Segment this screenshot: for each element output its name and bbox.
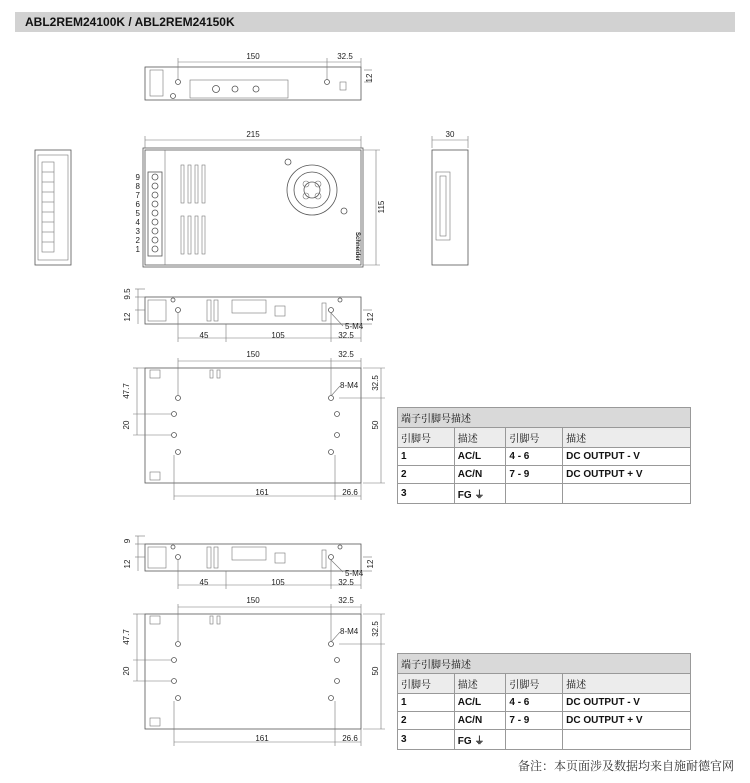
dim-12: 12 [123, 312, 132, 322]
dim-9-5: 9.5 [123, 288, 132, 300]
dim-5-m4: 5-M4 [345, 569, 364, 578]
dim-45: 45 [199, 578, 209, 587]
dim-150: 150 [246, 596, 260, 605]
dim-8-m4: 8-M4 [340, 381, 359, 390]
table-row: 1 AC/L 4 - 6 DC OUTPUT - V [398, 694, 691, 712]
bottom-view-1 [122, 350, 385, 500]
dim-8-m4: 8-M4 [340, 627, 359, 636]
terminal-label: 5 [135, 209, 140, 218]
table-row: 2 AC/N 7 - 9 DC OUTPUT + V [398, 712, 691, 730]
dim-9: 9 [123, 538, 132, 544]
dim-47-7: 47.7 [122, 383, 131, 399]
dim-12: 12 [123, 559, 132, 569]
dim-12: 12 [365, 73, 374, 83]
table-header: 描述 [454, 428, 506, 448]
dim-50: 50 [371, 666, 380, 676]
dim-115: 115 [377, 200, 386, 214]
table-header: 引脚号 [398, 674, 455, 694]
dim-32-5: 32.5 [371, 621, 380, 637]
table-caption: 端子引脚号描述 [398, 654, 691, 674]
vent-slots [181, 165, 205, 254]
pin-table-2 [397, 653, 691, 750]
dim-20: 20 [122, 666, 131, 676]
front-view [136, 130, 386, 267]
terminal-label: 4 [135, 218, 140, 227]
table-row: 3 FG ⏚ [398, 730, 691, 750]
table-header: 引脚号 [398, 428, 455, 448]
table-header: 引脚号 [506, 428, 563, 448]
dim-20: 20 [122, 420, 131, 430]
terminal-label: 7 [135, 191, 140, 200]
side-view-1 [123, 288, 375, 342]
table-row: 2 AC/N 7 - 9 DC OUTPUT + V [398, 466, 691, 484]
dim-47-7: 47.7 [122, 629, 131, 645]
dim-32-5: 32.5 [371, 375, 380, 391]
side-view-2 [123, 536, 375, 589]
table-header: 描述 [563, 674, 691, 694]
table-row: 3 FG ⏚ [398, 484, 691, 504]
top-view [145, 52, 374, 100]
terminal-label: 6 [135, 200, 140, 209]
terminal-screws [152, 174, 158, 252]
table-row: 1 AC/L 4 - 6 DC OUTPUT - V [398, 448, 691, 466]
footer-note: 备注：本页面涉及数据均来自施耐德官网 [517, 759, 734, 773]
dim-161: 161 [255, 734, 269, 743]
fan-icon [285, 159, 347, 215]
dim-215: 215 [246, 130, 260, 139]
dim-150: 150 [246, 350, 260, 359]
terminal-label: 9 [135, 173, 140, 182]
dim-105: 105 [271, 578, 285, 587]
dim-30: 30 [445, 130, 455, 139]
terminal-label: 2 [135, 236, 140, 245]
table-header: 引脚号 [506, 674, 563, 694]
dim-26-6: 26.6 [342, 734, 358, 743]
dim-32-5: 32.5 [338, 350, 354, 359]
table-caption: 端子引脚号描述 [398, 408, 691, 428]
dim-32-5: 32.5 [338, 596, 354, 605]
table-header: 描述 [454, 674, 506, 694]
table-header: 描述 [563, 428, 691, 448]
terminal-label: 3 [135, 227, 140, 236]
dim-45: 45 [199, 331, 209, 340]
bottom-view-2 [122, 596, 385, 746]
dim-50: 50 [371, 420, 380, 430]
dim-32-5: 32.5 [337, 52, 353, 61]
brand-logo: Schneider [354, 232, 360, 262]
dim-12: 12 [366, 312, 375, 322]
dim-26-6: 26.6 [342, 488, 358, 497]
dim-12: 12 [366, 559, 375, 569]
terminal-label: 8 [135, 182, 140, 191]
page-title: ABL2REM24100K / ABL2REM24150K [25, 15, 235, 29]
dim-32-5: 32.5 [338, 331, 354, 340]
dim-150: 150 [246, 52, 260, 61]
dim-105: 105 [271, 331, 285, 340]
right-side-view [432, 130, 468, 265]
dim-5-m4: 5-M4 [345, 322, 364, 331]
left-side-view [35, 150, 71, 265]
terminal-label: 1 [135, 245, 140, 254]
dim-32-5: 32.5 [338, 578, 354, 587]
pin-table-1 [397, 407, 691, 504]
dim-161: 161 [255, 488, 269, 497]
